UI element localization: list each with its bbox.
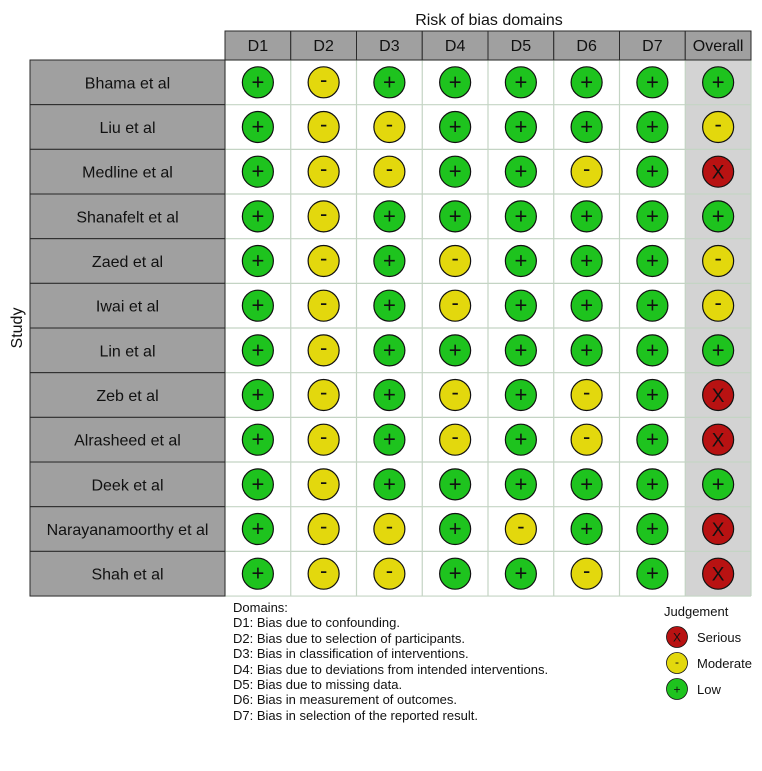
judgement-marker [242,246,273,277]
judgement-symbol: + [514,292,528,318]
judgement-symbol: X [711,386,725,408]
legend-label: Serious [697,630,742,645]
judgement-symbol: + [382,426,396,452]
judgement-symbol: X [711,564,725,586]
column-header-label: Overall [692,38,744,55]
judgement-symbol: - [451,245,459,271]
judgement-marker [505,156,536,187]
judgement-marker [242,112,273,143]
judgement-marker [242,335,273,366]
judgement-marker [703,67,734,98]
judgement-symbol: + [514,382,528,408]
legend-symbol: X [672,630,682,645]
judgement-marker [308,558,339,589]
judgement-marker [637,112,668,143]
judgement-marker [374,246,405,277]
judgement-marker [703,558,734,589]
judgement-marker [308,156,339,187]
judgement-symbol: + [514,158,528,184]
judgement-symbol: - [319,111,328,137]
legend-symbol: + [673,682,681,697]
judgement-legend-item [667,653,752,674]
judgement-marker [571,112,602,143]
judgement-symbol: + [448,471,462,497]
judgement-marker [308,424,339,455]
judgement-marker [374,558,405,589]
judgement-marker [571,156,602,187]
domains-legend [233,600,548,723]
judgement-marker [571,67,602,98]
column-header-label: D4 [444,38,466,55]
judgement-symbol: - [582,379,591,405]
judgement-symbol: - [319,558,328,584]
judgement-marker [703,246,734,277]
column-header-label: D1 [247,38,269,55]
judgement-marker [703,201,734,232]
judgement-marker [505,335,536,366]
judgement-symbol: + [580,114,594,140]
judgement-marker [571,290,602,321]
judgement-marker [374,67,405,98]
judgement-symbol: + [645,337,659,363]
judgement-marker [440,424,471,455]
judgement-marker [703,424,734,455]
judgement-symbol: + [645,203,659,229]
judgement-symbol: + [580,471,594,497]
judgement-marker [374,424,405,455]
domain-d2-desc: D2: Bias due to selection of participants. [233,630,465,646]
chart-title: Risk of bias domains [415,12,563,29]
judgement-marker [637,290,668,321]
domain-d3-desc: D3: Bias in classification of interventions. [233,646,469,662]
legend-label: Moderate [697,656,752,671]
judgement-symbol: + [382,292,396,318]
judgement-symbol: - [319,513,328,539]
judgement-legend-item [667,627,742,648]
judgement-symbol: + [251,337,265,363]
judgement-marker [440,156,471,187]
judgement-symbol: + [448,69,462,95]
judgement-symbol: + [645,471,659,497]
judgement-marker [571,469,602,500]
judgement-symbol: - [319,245,328,271]
judgement-marker [637,156,668,187]
judgement-marker [505,112,536,143]
study-label: Iwai et al [95,298,160,316]
judgement-marker [440,380,471,411]
judgement-marker [637,335,668,366]
judgement-marker [637,246,668,277]
study-label: Deek et al [91,477,164,495]
judgement-marker [703,335,734,366]
judgement-symbol: + [514,426,528,452]
judgement-marker [308,112,339,143]
judgement-marker [308,469,339,500]
judgement-marker [242,380,273,411]
judgement-symbol: - [582,424,591,450]
judgement-marker [571,424,602,455]
judgement-symbol: + [514,248,528,274]
judgement-symbol: + [645,248,659,274]
judgement-marker [440,246,471,277]
judgement-symbol: - [582,156,591,182]
column-headers [225,31,751,60]
judgement-marker [440,290,471,321]
column-header-label: D2 [313,38,334,55]
judgement-symbol: X [711,520,725,542]
judgement-symbol: + [645,382,659,408]
judgement-legend-title: Judgement [664,604,729,619]
judgement-marker [703,380,734,411]
grid-body [225,60,751,596]
judgement-marker [242,201,273,232]
judgement-symbol: + [251,248,265,274]
judgement-symbol: + [711,471,725,497]
judgement-marker [308,514,339,545]
judgement-symbol: + [645,292,659,318]
judgement-marker [637,67,668,98]
judgement-marker [308,380,339,411]
judgement-symbol: - [385,111,394,137]
judgement-marker [308,67,339,98]
judgement-marker [505,201,536,232]
judgement-symbol: + [580,516,594,542]
judgement-marker [505,290,536,321]
judgement-marker [703,112,734,143]
judgement-marker [505,246,536,277]
judgement-symbol: + [645,158,659,184]
domain-d5-desc: D5: Bias due to missing data. [233,677,403,693]
judgement-symbol: + [382,471,396,497]
column-header-label: D3 [379,38,400,55]
judgement-marker [571,558,602,589]
judgement-symbol: + [514,114,528,140]
judgement-symbol: + [645,69,659,95]
judgement-marker [308,201,339,232]
judgement-marker [637,514,668,545]
judgement-symbol: - [319,334,328,360]
judgement-marker [440,514,471,545]
judgement-legend [664,604,752,700]
judgement-symbol: - [582,558,591,584]
study-label: Alrasheed et al [74,432,181,450]
legend-symbol: - [675,655,679,669]
judgement-marker [242,67,273,98]
judgement-symbol: + [645,560,659,586]
judgement-marker [505,558,536,589]
judgement-marker [505,469,536,500]
judgement-symbol: + [580,69,594,95]
judgement-symbol: + [711,337,725,363]
judgement-symbol: + [448,516,462,542]
legend-label: Low [697,682,721,697]
judgement-symbol: - [319,290,328,316]
judgement-marker [440,335,471,366]
judgement-symbol: + [251,114,265,140]
judgement-symbol: + [251,426,265,452]
column-header-label: D7 [642,38,663,55]
judgement-symbol: + [448,203,462,229]
judgement-symbol: + [251,69,265,95]
judgement-symbol: - [714,245,722,271]
judgement-symbol: + [448,337,462,363]
judgement-marker [571,514,602,545]
judgement-marker [637,380,668,411]
domain-d6-desc: D6: Bias in measurement of outcomes. [233,692,457,708]
judgement-symbol: - [451,424,459,450]
judgement-symbol: + [382,382,396,408]
judgement-symbol: - [517,513,525,539]
judgement-symbol: + [514,203,528,229]
judgement-symbol: + [514,471,528,497]
judgement-marker [703,514,734,545]
judgement-marker [242,558,273,589]
judgement-symbol: + [645,114,659,140]
judgement-symbol: + [448,158,462,184]
judgement-symbol: - [319,424,328,450]
judgement-symbol: + [514,337,528,363]
study-label: Zeb et al [96,388,159,406]
judgement-marker [440,112,471,143]
judgement-marker [703,290,734,321]
judgement-symbol: - [385,156,394,182]
judgement-legend-item [667,679,722,700]
judgement-marker [440,67,471,98]
judgement-symbol: - [319,66,328,92]
judgement-marker [571,335,602,366]
judgement-symbol: + [251,382,265,408]
domain-d7-desc: D7: Bias in selection of the reported result. [233,707,478,723]
judgement-marker [374,156,405,187]
judgement-symbol: + [580,203,594,229]
column-header-label: D5 [510,38,532,55]
judgement-symbol: + [711,69,725,95]
judgement-marker [308,290,339,321]
judgement-marker [374,335,405,366]
judgement-marker [308,246,339,277]
judgement-symbol: + [580,337,594,363]
judgement-marker [440,201,471,232]
study-label: Shah et al [91,566,164,584]
judgement-marker [505,67,536,98]
y-axis-label: Study [9,307,26,349]
judgement-symbol: - [385,513,394,539]
judgement-symbol: - [319,379,328,405]
judgement-marker [505,514,536,545]
judgement-symbol: + [382,203,396,229]
judgement-symbol: + [448,560,462,586]
judgement-marker [374,290,405,321]
study-label: Zaed et al [91,254,164,272]
judgement-symbol: - [385,558,394,584]
judgement-symbol: + [251,292,265,318]
study-label: Medline et al [82,164,173,182]
judgement-symbol: + [251,560,265,586]
judgement-symbol: + [382,69,396,95]
judgement-symbol: + [514,560,528,586]
domains-legend-heading: Domains: [233,600,288,615]
judgement-symbol: - [451,379,459,405]
judgement-symbol: + [251,158,265,184]
judgement-symbol: - [319,200,328,226]
judgement-marker [374,469,405,500]
judgement-symbol: - [451,290,459,316]
judgement-marker [571,380,602,411]
domain-d1-desc: D1: Bias due to confounding. [233,615,400,631]
judgement-symbol: - [319,468,328,494]
judgement-marker [374,514,405,545]
judgement-marker [242,290,273,321]
column-header-label: D6 [576,38,597,55]
judgement-symbol: - [319,156,328,182]
judgement-symbol: + [382,337,396,363]
judgement-symbol: + [251,516,265,542]
judgement-symbol: + [645,516,659,542]
judgement-symbol: X [711,162,725,184]
judgement-marker [703,469,734,500]
judgement-marker [637,558,668,589]
judgement-symbol: X [711,430,725,452]
judgement-symbol: + [251,203,265,229]
judgement-marker [374,380,405,411]
judgement-marker [374,112,405,143]
judgement-marker [637,424,668,455]
judgement-marker [242,156,273,187]
judgement-marker [440,469,471,500]
judgement-marker [637,201,668,232]
judgement-marker [571,201,602,232]
study-label: Liu et al [99,120,156,138]
judgement-marker [242,424,273,455]
judgement-marker [308,335,339,366]
judgement-symbol: + [645,426,659,452]
judgement-symbol: + [711,203,725,229]
judgement-marker [440,558,471,589]
judgement-marker [505,380,536,411]
judgement-marker [374,201,405,232]
judgement-marker [242,469,273,500]
judgement-symbol: - [714,290,722,316]
judgement-symbol: + [580,248,594,274]
judgement-symbol: - [714,111,722,137]
judgement-symbol: + [251,471,265,497]
study-label: Bhama et al [84,75,171,93]
judgement-symbol: + [514,69,528,95]
domain-d4-desc: D4: Bias due to deviations from intended interventions. [233,661,549,677]
judgement-symbol: + [580,292,594,318]
judgement-marker [637,469,668,500]
judgement-symbol: + [448,114,462,140]
study-label: Shanafelt et al [76,209,179,227]
study-label: Narayanamoorthy et al [46,522,209,540]
judgement-marker [571,246,602,277]
judgement-symbol: + [382,248,396,274]
judgement-marker [703,156,734,187]
study-label: Lin et al [99,343,156,361]
judgement-marker [505,424,536,455]
judgement-marker [242,514,273,545]
